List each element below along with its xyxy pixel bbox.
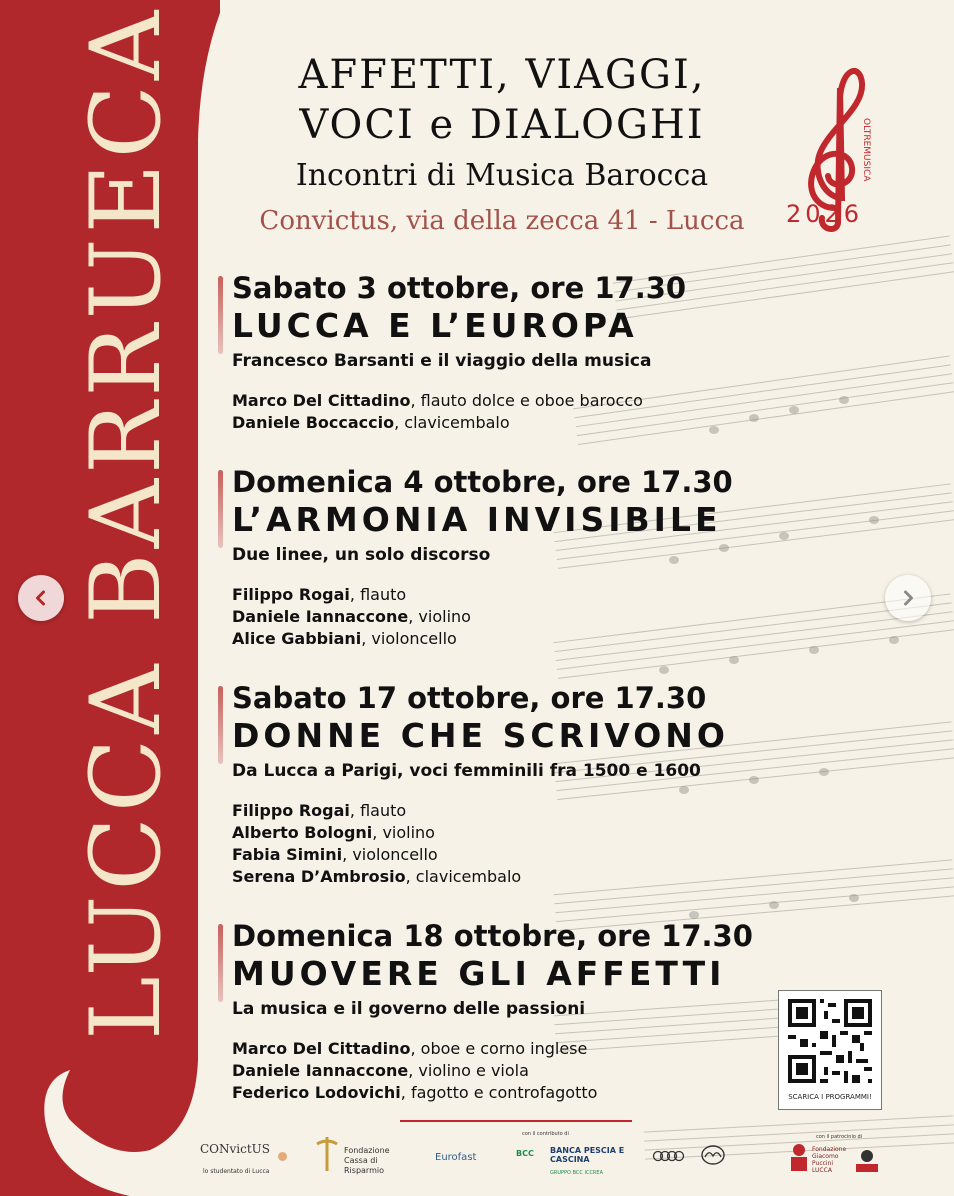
- event-date: Domenica 4 ottobre, ore 17.30: [232, 465, 733, 499]
- qr-label: SCARICA I PROGRAMMI!: [788, 1093, 872, 1101]
- performer: [232, 822, 792, 844]
- puccini-figure-icon: [788, 1142, 810, 1172]
- museum-logo-icon: [852, 1148, 882, 1174]
- performer-role: , flauto dolce e oboe barocco: [410, 391, 643, 410]
- performer-role: , violino: [408, 607, 471, 626]
- performer: [232, 606, 792, 628]
- audi-rings-icon: [652, 1150, 686, 1162]
- subtitle: Incontri di Musica Barocca: [295, 158, 709, 193]
- side-title: LUCCA BARRUECA: [70, 5, 182, 1040]
- header: [222, 50, 782, 240]
- performer-role: , fagotto e controfagotto: [400, 1083, 598, 1102]
- next-slide-button[interactable]: [885, 575, 931, 621]
- banca-group: GRUPPO BCC ICCREA: [550, 1170, 603, 1176]
- chevron-left-icon: [31, 588, 51, 608]
- performer-role: , violino e viola: [408, 1061, 529, 1080]
- event-subtitle: La musica e il governo delle passioni: [232, 999, 586, 1019]
- event-title: MUOVERE GLI AFFETTI: [232, 954, 726, 993]
- event-title: LUCCA E L’EUROPA: [232, 306, 638, 345]
- convictus-subtitle: lo studentato di Lucca: [203, 1168, 270, 1175]
- event-2: [232, 464, 792, 650]
- patrocinio-label: con il patrocinio di: [816, 1134, 863, 1140]
- performer-name: Filippo Rogai: [232, 801, 350, 820]
- qr-code-icon: [779, 991, 881, 1091]
- performer-list: [232, 584, 792, 650]
- performer-name: Filippo Rogai: [232, 585, 350, 604]
- venue: Convictus, via della zecca 41 - Lucca: [259, 206, 745, 236]
- event-accent-bar: [218, 686, 223, 764]
- performer: [232, 800, 792, 822]
- event-subtitle: Da Lucca a Parigi, voci femminili fra 1500 e 1600: [232, 761, 701, 781]
- event-accent-bar: [218, 924, 223, 1002]
- performer-role: , violoncello: [361, 629, 457, 648]
- event-date: Sabato 17 ottobre, ore 17.30: [232, 681, 707, 715]
- performer-role: , oboe e corno inglese: [410, 1039, 588, 1058]
- title-line-2: VOCI e DIALOGHI: [299, 102, 705, 148]
- performer: [232, 1082, 792, 1104]
- performer: [232, 866, 792, 888]
- event-4: [232, 918, 792, 1104]
- event-subtitle: Due linee, un solo discorso: [232, 545, 491, 565]
- performer-name: Alice Gabbiani: [232, 629, 362, 648]
- performer-name: Fabia Simini: [232, 845, 343, 864]
- puccini-foundation-name: Fondazione Giacomo Puccini LUCCA: [812, 1146, 847, 1174]
- logo-year: 2026: [786, 200, 864, 228]
- bcc-logo: BCC: [516, 1149, 534, 1158]
- title-line-1: AFFETTI, VIAGGI,: [298, 52, 706, 98]
- fondazione-logo-icon: [312, 1134, 342, 1174]
- performer-list: [232, 1038, 792, 1104]
- performer: [232, 844, 792, 866]
- performer: [232, 412, 792, 434]
- performer-role: , flauto: [349, 801, 407, 820]
- contributo-label: con il contributo di: [522, 1131, 569, 1137]
- event-date: Sabato 3 ottobre, ore 17.30: [232, 271, 687, 305]
- performer-name: Marco Del Cittadino: [232, 1039, 411, 1058]
- eurofast-logo: Eurofast: [435, 1152, 477, 1163]
- performer-role: , clavicembalo: [405, 867, 522, 886]
- event-1: [232, 270, 792, 434]
- performer-name: Federico Lodovichi: [232, 1083, 401, 1102]
- performer-list: [232, 390, 792, 434]
- performer-role: , clavicembalo: [394, 413, 510, 432]
- performer-name: Marco Del Cittadino: [232, 391, 411, 410]
- event-date: Domenica 18 ottobre, ore 17.30: [232, 919, 753, 953]
- performer-name: Serena D’Ambrosio: [232, 867, 406, 886]
- chevron-right-icon: [898, 588, 918, 608]
- performer-list: [232, 800, 792, 888]
- convictus-logo: CONvictUS: [200, 1142, 271, 1156]
- performer: [232, 628, 792, 650]
- banca-name: BANCA PESCIA E CASCINA: [550, 1146, 625, 1164]
- event-accent-bar: [218, 470, 223, 548]
- qr-code-box[interactable]: [778, 990, 882, 1110]
- event-subtitle: Francesco Barsanti e il viaggio della musica: [232, 351, 652, 371]
- performer-name: Daniele Iannaccone: [232, 1061, 409, 1080]
- footer-divider: [400, 1120, 632, 1122]
- performer-name: Alberto Bologni: [232, 823, 373, 842]
- dot-icon: [278, 1152, 287, 1161]
- logo-text: OLTREMUSICA: [861, 118, 871, 182]
- fondazione-name: Fondazione Cassa di Risparmio: [344, 1146, 390, 1175]
- mazda-logo-icon: [700, 1144, 726, 1166]
- event-3: [232, 680, 792, 888]
- performer-name: Daniele Boccaccio: [232, 413, 395, 432]
- event-accent-bar: [218, 276, 223, 354]
- performer: [232, 1060, 792, 1082]
- performer-role: , violino: [372, 823, 435, 842]
- performer: [232, 584, 792, 606]
- event-title: L’ARMONIA INVISIBILE: [232, 500, 722, 539]
- performer: [232, 1038, 792, 1060]
- event-title: DONNE CHE SCRIVONO: [232, 716, 729, 755]
- performer-role: , flauto: [349, 585, 407, 604]
- previous-slide-button[interactable]: [18, 575, 64, 621]
- performer-role: , violoncello: [342, 845, 438, 864]
- performer: [232, 390, 792, 412]
- performer-name: Daniele Iannaccone: [232, 607, 409, 626]
